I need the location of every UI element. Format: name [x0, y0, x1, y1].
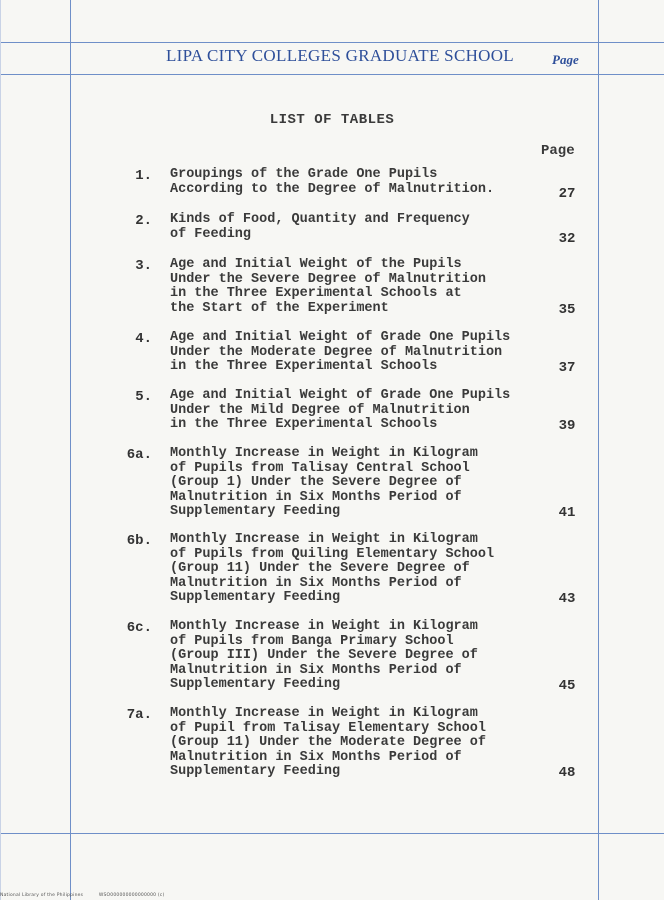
page-number: 41 [558, 505, 576, 521]
institution-header: LIPA CITY COLLEGES GRADUATE SCHOOL [165, 46, 514, 65]
table-caption: Age and Initial Weight of Grade One Pupils Under the Mild Degree of Malnutrition in the Three Experimental Schools [170, 388, 511, 432]
table-number: 6b. [126, 533, 152, 549]
header-page-label: Page [552, 52, 579, 67]
footer-credit [0, 893, 164, 898]
table-caption: Age and Initial Weight of Grade One Pupils Under the Moderate Degree of Malnutrition in the Three Experimental Schools [170, 330, 511, 374]
page-number: 32 [558, 231, 576, 247]
footer-right: WSO000000000000000 (c) [98, 893, 165, 898]
table-number: 6c. [126, 620, 152, 636]
table-number: 2. [135, 213, 152, 229]
table-number: 6a. [126, 447, 152, 463]
list-of-tables-title: LIST OF TABLES [269, 112, 395, 128]
table-number: 7a. [126, 707, 152, 723]
table-caption: Age and Initial Weight of the Pupils Under the Severe Degree of Malnutrition in the Three Experimental Schools at the Start of the Experiment [170, 257, 486, 316]
right-margin-rule [598, 0, 599, 900]
page-number: 27 [558, 186, 576, 202]
page-number: 43 [558, 591, 576, 607]
page-number: 39 [558, 418, 576, 434]
table-number: 5. [135, 389, 152, 405]
page-column-heading: Page [541, 143, 575, 159]
page-number: 37 [558, 360, 576, 376]
header-rule-bottom [0, 74, 664, 75]
table-caption: Monthly Increase in Weight in Kilogram of Pupils from Banga Primary School (Group III) Under the Severe Degree of Malnutrition in Six Months Period of Supplementary Feeding [170, 619, 478, 692]
table-number: 4. [135, 331, 152, 347]
table-caption: Monthly Increase in Weight in Kilogram of Pupils from Talisay Central School (Group 1) Under the Severe Degree of Malnutrition in Six Months Period of Supplementary Feeding [170, 446, 478, 519]
page-number: 48 [558, 765, 576, 781]
table-number: 1. [135, 168, 152, 184]
page-number: 35 [558, 302, 576, 318]
footer-left: National Library of the Philippines [0, 893, 84, 898]
page-edge-rule [0, 0, 1, 900]
footer-rule [0, 833, 664, 834]
header-rule-top [0, 42, 664, 43]
left-margin-rule [70, 0, 71, 900]
table-caption: Kinds of Food, Quantity and Frequency of Feeding [170, 212, 470, 242]
table-caption: Monthly Increase in Weight in Kilogram of Pupils from Quiling Elementary School (Group 11) Under the Severe Degree of Malnutrition in Six Months Period of Supplementary Feeding [170, 532, 495, 605]
page-number: 45 [558, 678, 576, 694]
table-caption: Groupings of the Grade One Pupils According to the Degree of Malnutrition. [170, 167, 495, 197]
table-caption: Monthly Increase in Weight in Kilogram of Pupil from Talisay Elementary School (Group 11) Under the Moderate Degree of Malnutrition in Six Months Period of Supplementary Feeding [170, 706, 486, 779]
table-number: 3. [135, 258, 152, 274]
